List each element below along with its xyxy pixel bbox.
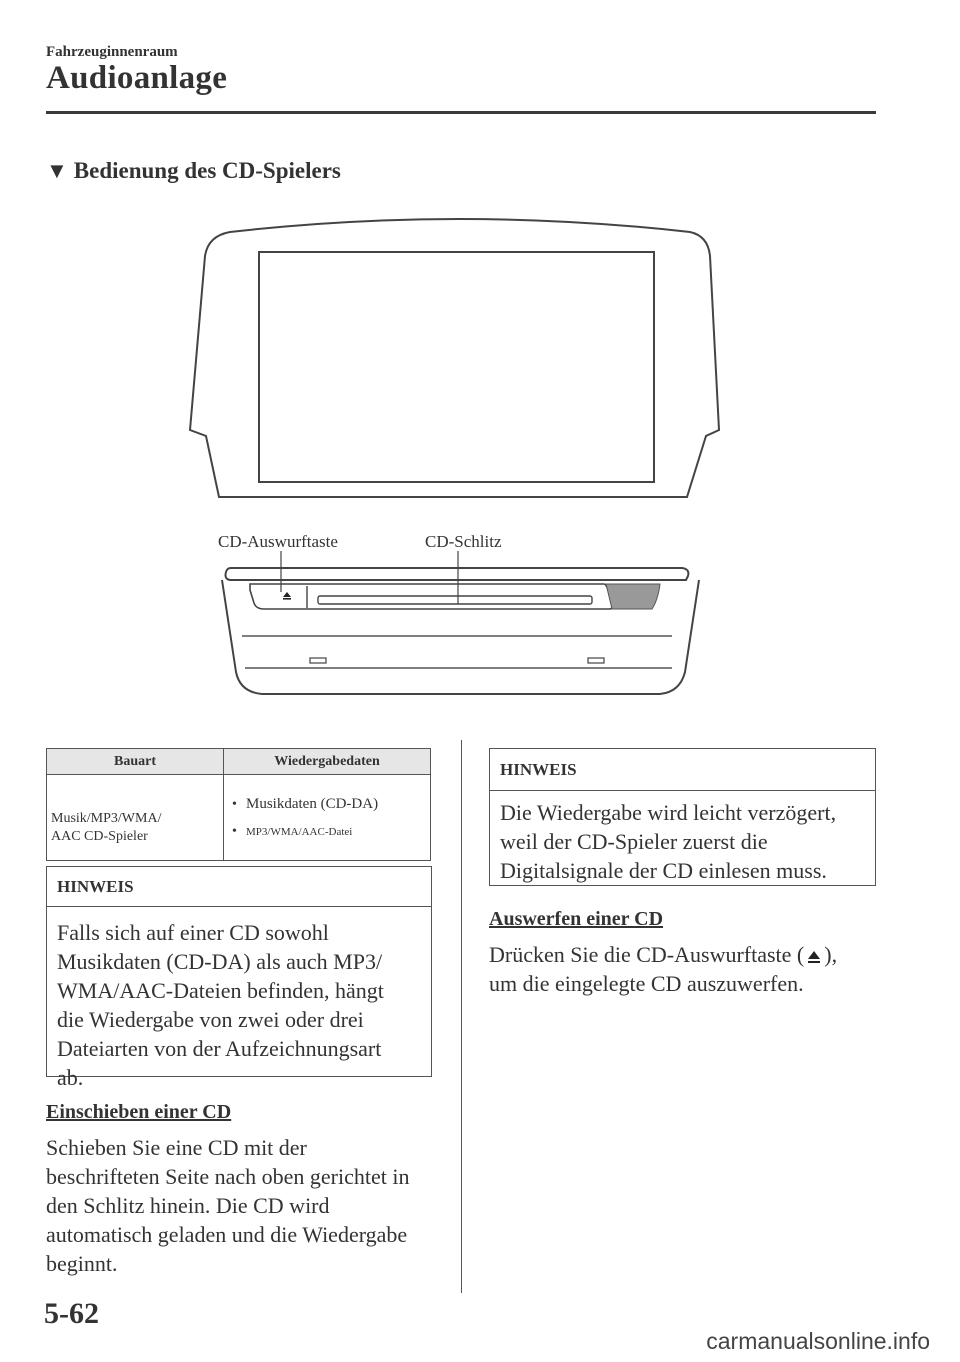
note-line: Falls sich auf einer CD sowohl [57,920,329,945]
paragraph-text: Drücken Sie die CD-Auswurftaste ( [489,942,805,967]
paragraph-line [489,940,837,969]
paragraph-line: beschrifteten Seite nach oben gerichtet in [46,1164,410,1189]
table-row [47,775,431,861]
page-number: 5-62 [44,1297,99,1330]
eject-button-icon [283,592,291,600]
eject-cd-text [489,940,837,998]
spec-cell-type [47,775,224,861]
display-screen [259,252,654,482]
paragraph-line: um die eingelegte CD auszuwerfen. [489,971,804,996]
cd-unit-side-panel [606,584,660,609]
spec-type-line: Musik/MP3/WMA/ [51,810,162,826]
note-line: ab. [57,1065,84,1090]
note-body [490,791,875,885]
cd-unit-indicator-right [588,658,604,663]
note-line: Dateiarten von der Aufzeichnungsart [57,1036,382,1061]
paragraph-line: beginnt. [46,1251,118,1276]
list-item: • Musikdaten (CD-DA) [232,791,426,818]
list-item-text: MP3/WMA/AAC-Datei [246,825,353,838]
label-cd-slot: CD-Schlitz [425,532,502,551]
note-body [47,907,431,1092]
watermark: carmanualsonline.info [706,1328,930,1354]
paragraph-text: ), [824,942,838,967]
paragraph-line: den Schlitz hinein. Die CD wird [46,1193,330,1218]
insert-cd-text [46,1133,409,1278]
note-box-left [46,866,432,1090]
spec-type-line: AAC CD-Spieler [51,828,148,844]
insert-cd-heading: Einschieben einer CD [46,1101,232,1123]
note-title: HINWEIS [490,749,875,791]
note-line: die Wiedergabe von zwei oder drei [57,1007,364,1032]
eject-icon [806,949,822,965]
section-heading-text: Bedienung des CD-Spielers [73,158,341,183]
note-line: weil der CD-Spieler zuerst die [500,829,768,854]
note-line: WMA/AAC-Dateien befinden, hängt [57,978,384,1003]
note-line: Musikdaten (CD-DA) als auch MP3/ [57,949,383,974]
paragraph-line: automatisch geladen und die Wiedergabe [46,1222,408,1247]
triangle-marker-icon: ▼ [46,158,68,183]
cd-unit-top-rail [226,568,689,580]
spec-header-type: Bauart [47,749,224,775]
cd-slot [318,596,592,604]
spec-table-header-row [47,749,431,775]
display-housing [190,219,719,497]
eject-cd-heading: Auswerfen einer CD [489,908,664,930]
column-divider [461,740,462,1293]
cd-unit-indicator-left [310,658,326,663]
spec-table [46,748,431,861]
spec-cell-data [224,775,431,861]
note-box-right [489,748,876,886]
list-item [232,818,426,845]
note-line: Digitalsignale der CD einlesen muss. [500,858,827,883]
chapter-title: Audioanlage [46,60,228,96]
label-eject-button: CD-Auswurftaste [218,532,338,551]
spec-header-data: Wiedergabedaten [224,749,431,775]
note-title: HINWEIS [47,867,431,907]
paragraph-line: Schieben Sie eine CD mit der [46,1135,307,1160]
note-line: Die Wiedergabe wird leicht verzögert, [500,800,837,825]
section-label: Fahrzeuginnenraum [46,44,178,60]
